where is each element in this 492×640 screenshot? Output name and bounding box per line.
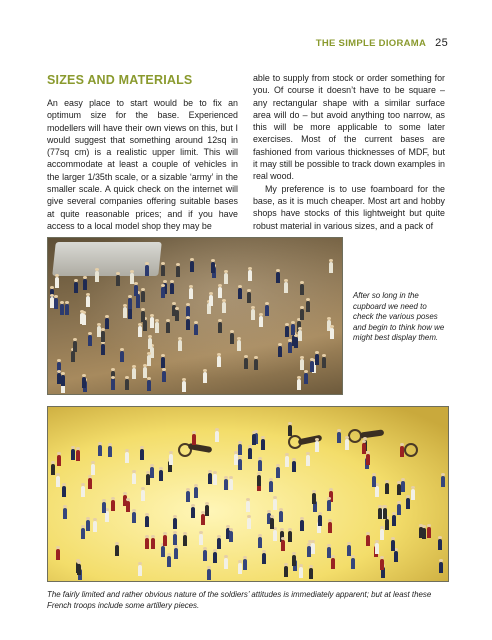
soldier-figure	[93, 521, 97, 532]
soldier-figure	[145, 516, 149, 527]
soldier-figure	[291, 324, 295, 335]
soldier-figure	[102, 502, 106, 513]
soldier-figure	[315, 441, 319, 452]
soldier-figure	[138, 565, 142, 576]
soldier-figure	[170, 283, 174, 294]
soldier-figure	[159, 470, 163, 481]
soldier-figure	[132, 368, 136, 379]
soldier-figure	[258, 537, 262, 548]
soldier-figure	[252, 434, 256, 445]
soldier-figure	[166, 322, 170, 333]
soldier-figure	[205, 505, 209, 516]
soldier-figure	[128, 308, 132, 319]
soldier-figure	[199, 534, 203, 545]
soldier-figure	[218, 322, 222, 333]
soldier-figure	[337, 432, 341, 443]
soldier-figure	[298, 330, 302, 341]
soldier-figure	[306, 301, 310, 312]
soldier-figure	[116, 275, 120, 286]
soldier-figure	[310, 361, 314, 372]
soldier-figure	[191, 507, 195, 518]
soldier-figure	[238, 459, 242, 470]
soldier-figure	[230, 333, 234, 344]
soldier-figure	[269, 481, 273, 492]
soldier-figure	[306, 455, 310, 466]
soldier-figure	[307, 546, 311, 557]
soldier-figure	[145, 265, 149, 276]
soldier-figure	[366, 454, 370, 465]
soldier-figure	[243, 559, 247, 570]
soldier-figure	[182, 381, 186, 392]
soldier-figure	[218, 287, 222, 298]
soldier-figure	[101, 331, 105, 342]
soldier-figure	[86, 296, 90, 307]
cannon-wheel	[404, 443, 418, 457]
soldier-figure	[189, 288, 193, 299]
body-paragraph: An easy place to start would be to fix an optimum size for the base. Experienced modellers will have their own views on this, but I would suggest that something around 12sq in (77sq cm) is a realistic upper limit. This will accommodate at least a couple of vehicles in the larger 1/35th scale, or a sizable ‘army’ in the smaller scale. A quick check on the internet will give several companies offering suitable bases at quite reasonable prices; and if you have access to a local model shop they may be	[47, 98, 238, 231]
soldier-figure	[273, 530, 277, 541]
soldier-figure	[397, 484, 401, 495]
soldier-figure	[279, 511, 283, 522]
soldier-figure	[161, 546, 165, 557]
soldier-figure	[247, 292, 251, 303]
soldier-figure	[186, 491, 190, 502]
body-column-left	[47, 97, 238, 232]
soldier-figure	[176, 266, 180, 277]
soldier-figure	[132, 512, 136, 523]
soldier-figure	[192, 434, 196, 445]
soldier-figure	[111, 500, 115, 511]
body-paragraph: able to supply from stock or order something for you. Of course it doesn’t have to be square – any rectangular shape with a similar surface area will do – but avoid anything too narrow, as this will be more applicable to some later exercises. Most of the current bases are fashioned from various thicknesses of MDF, but it may still be possible to track down examples in real wood.	[253, 73, 445, 182]
soldier-figure	[62, 486, 66, 497]
soldier-figure	[276, 467, 280, 478]
soldier-figure	[175, 310, 179, 321]
soldier-figure	[150, 317, 154, 328]
soldier-figure	[312, 493, 316, 504]
soldier-figure	[439, 562, 443, 573]
soldier-figure	[217, 356, 221, 367]
soldier-figure	[345, 439, 349, 450]
soldier-figure	[147, 380, 151, 391]
soldier-figure	[394, 551, 398, 562]
soldier-figure	[234, 454, 238, 465]
soldier-figure	[244, 358, 248, 369]
soldier-figure	[173, 534, 177, 545]
soldier-figure	[330, 328, 334, 339]
soldier-figure	[141, 311, 145, 322]
soldier-figure	[411, 489, 415, 500]
soldier-figure	[380, 529, 384, 540]
soldier-figure	[123, 307, 127, 318]
soldier-figure	[169, 454, 173, 465]
soldier-figure	[347, 545, 351, 556]
soldier-figure	[400, 446, 404, 457]
soldier-figure	[105, 318, 109, 329]
soldier-figure	[419, 527, 423, 538]
soldier-figure	[173, 518, 177, 529]
soldier-figure	[162, 371, 166, 382]
soldier-figure	[329, 262, 333, 273]
soldier-figure	[125, 452, 129, 463]
soldier-figure	[194, 324, 198, 335]
soldier-figure	[285, 456, 289, 467]
soldier-figure	[161, 357, 165, 368]
soldier-figure	[406, 498, 410, 509]
soldier-figure	[304, 373, 308, 384]
soldier-figure	[238, 563, 242, 574]
soldier-figure	[51, 464, 55, 475]
soldier-figure	[278, 346, 282, 357]
soldier-figure	[63, 508, 67, 519]
running-head-title: THE SIMPLE DIORAMA	[315, 38, 427, 49]
soldier-figure	[351, 558, 355, 569]
soldier-figure	[161, 265, 165, 276]
soldier-figure	[441, 476, 445, 487]
soldier-figure	[132, 473, 136, 484]
soldier-figure	[88, 335, 92, 346]
soldier-figure	[292, 555, 296, 566]
soldier-figure	[125, 379, 129, 390]
soldier-figure	[229, 479, 233, 490]
soldier-figure	[167, 556, 171, 567]
soldier-figure	[60, 304, 64, 315]
soldier-figure	[258, 460, 262, 471]
soldier-figure	[288, 425, 292, 436]
soldier-figure	[318, 515, 322, 526]
soldier-figure	[161, 287, 165, 298]
soldier-figure	[141, 490, 145, 501]
soldier-figure	[140, 449, 144, 460]
soldier-figure	[259, 316, 263, 327]
soldier-figure	[248, 448, 252, 459]
soldier-figure	[213, 474, 217, 485]
soldier-figure	[237, 340, 241, 351]
soldier-figure	[148, 338, 152, 349]
soldier-figure	[155, 322, 159, 333]
soldier-figure	[134, 285, 138, 296]
soldier-figure	[57, 455, 61, 466]
soldier-figure	[147, 355, 151, 366]
soldier-figure	[397, 504, 401, 515]
soldier-figure	[194, 487, 198, 498]
soldier-figure	[247, 518, 251, 529]
soldier-figure	[299, 567, 303, 578]
soldier-figure	[309, 568, 313, 579]
soldier-figure	[380, 559, 384, 570]
soldier-figure	[222, 302, 226, 313]
soldier-figure	[88, 478, 92, 489]
soldier-figure	[392, 515, 396, 526]
soldier-figure	[56, 476, 60, 487]
soldier-figure	[213, 552, 217, 563]
soldier-figure	[385, 483, 389, 494]
soldier-figure	[327, 547, 331, 558]
soldier-figure	[265, 305, 269, 316]
soldier-figure	[285, 326, 289, 337]
soldier-figure	[71, 351, 75, 362]
soldier-figure	[108, 446, 112, 457]
soldier-figure	[54, 298, 58, 309]
soldier-figure	[203, 550, 207, 561]
soldier-figure	[257, 475, 261, 486]
soldier-figure	[65, 304, 69, 315]
photo-caption-side: After so long in the cupboard we need to check the various poses and begin to think how we might best display them.	[353, 291, 445, 343]
soldier-figure	[178, 340, 182, 351]
soldier-figure	[74, 282, 78, 293]
soldier-figure	[203, 372, 207, 383]
soldier-figure	[77, 564, 81, 575]
soldier-figure	[327, 500, 331, 511]
soldier-figure	[143, 367, 147, 378]
soldier-figure	[378, 508, 382, 519]
soldier-figure	[229, 531, 233, 542]
soldier-figure	[375, 543, 379, 554]
soldier-figure	[150, 467, 154, 478]
soldier-figure	[82, 377, 86, 388]
soldier-figure	[315, 354, 319, 365]
soldier-figure	[328, 522, 332, 533]
page-number: 25	[435, 37, 448, 49]
soldier-figure	[238, 444, 242, 455]
soldier-figure	[81, 528, 85, 539]
soldier-figure	[80, 313, 84, 324]
soldier-figure	[284, 282, 288, 293]
soldier-figure	[111, 379, 115, 390]
soldier-figure	[61, 375, 65, 386]
soldier-figure	[288, 342, 292, 353]
soldier-figure	[207, 569, 211, 580]
photo-caption-bottom: The fairly limited and rather obvious nature of the soldiers’ attitudes is immediately apparent; but at least these French troops include some artillery pieces.	[47, 590, 432, 610]
soldier-figure	[86, 520, 90, 531]
soldier-figure	[128, 298, 132, 309]
soldier-figure	[273, 499, 277, 510]
soldier-figure	[385, 519, 389, 530]
soldier-figure	[288, 531, 292, 542]
soldier-figure	[427, 527, 431, 538]
soldier-figure	[383, 508, 387, 519]
soldier-figure	[375, 486, 379, 497]
soldier-figure	[98, 445, 102, 456]
soldier-figure	[248, 270, 252, 281]
soldier-figure	[284, 566, 288, 577]
soldier-figure	[57, 373, 61, 384]
soldier-figure	[238, 288, 242, 299]
soldier-figure	[83, 279, 87, 290]
soldier-figure	[251, 309, 255, 320]
soldier-figure	[138, 326, 142, 337]
soldier-figure	[254, 359, 258, 370]
soldier-figure	[190, 261, 194, 272]
photo-soldiers-on-glass-table	[47, 237, 343, 395]
soldier-figure	[174, 548, 178, 559]
soldier-figure	[224, 558, 228, 569]
soldier-figure	[73, 341, 77, 352]
soldier-figure	[115, 545, 119, 556]
soldier-figure	[262, 553, 266, 564]
soldier-figure	[276, 272, 280, 283]
soldier-figure	[55, 277, 59, 288]
running-head	[316, 37, 448, 49]
body-column-right	[253, 72, 445, 232]
soldier-figure	[120, 351, 124, 362]
photo-soldiers-on-foamboard	[47, 406, 449, 582]
soldier-figure	[391, 540, 395, 551]
soldier-figure	[300, 309, 304, 320]
soldier-figure	[300, 284, 304, 295]
soldier-figure	[126, 501, 130, 512]
soldier-figure	[300, 359, 304, 370]
soldier-figure	[217, 538, 221, 549]
soldier-figure	[71, 449, 75, 460]
soldier-figure	[141, 291, 145, 302]
soldier-figure	[186, 319, 190, 330]
soldier-figure	[215, 431, 219, 442]
soldier-figure	[281, 540, 285, 551]
soldier-figure	[208, 473, 212, 484]
soldier-figure	[95, 271, 99, 282]
soldier-figure	[76, 450, 80, 461]
soldier-figure	[56, 549, 60, 560]
soldier-figure	[362, 443, 366, 454]
soldier-figure	[81, 486, 85, 497]
soldier-figure	[101, 344, 105, 355]
soldier-figure	[366, 535, 370, 546]
soldier-figure	[292, 461, 296, 472]
soldier-figure	[297, 379, 301, 390]
soldier-figure	[209, 295, 213, 306]
soldier-figure	[261, 439, 265, 450]
soldier-figure	[224, 479, 228, 490]
soldier-figure	[300, 520, 304, 531]
soldier-figure	[438, 539, 442, 550]
soldier-figure	[145, 538, 149, 549]
soldier-figure	[163, 535, 167, 546]
soldier-figure	[372, 476, 376, 487]
soldier-figure	[211, 262, 215, 273]
soldier-figure	[224, 273, 228, 284]
soldier-figure	[91, 464, 95, 475]
soldier-figure	[97, 326, 101, 337]
section-heading: SIZES AND MATERIALS	[47, 73, 193, 87]
soldier-figure	[183, 535, 187, 546]
soldier-figure	[151, 538, 155, 549]
soldier-figure	[322, 357, 326, 368]
soldier-figure	[246, 501, 250, 512]
body-paragraph: My preference is to use foamboard for the base, as it is much cheaper. Most art and hobby shops have stocks of this lightweight but quite robust material in various sizes, and a pack of	[253, 183, 445, 231]
soldier-figure	[401, 481, 405, 492]
soldier-figure	[50, 297, 54, 308]
soldier-figure	[270, 518, 274, 529]
soldier-figure	[331, 558, 335, 569]
